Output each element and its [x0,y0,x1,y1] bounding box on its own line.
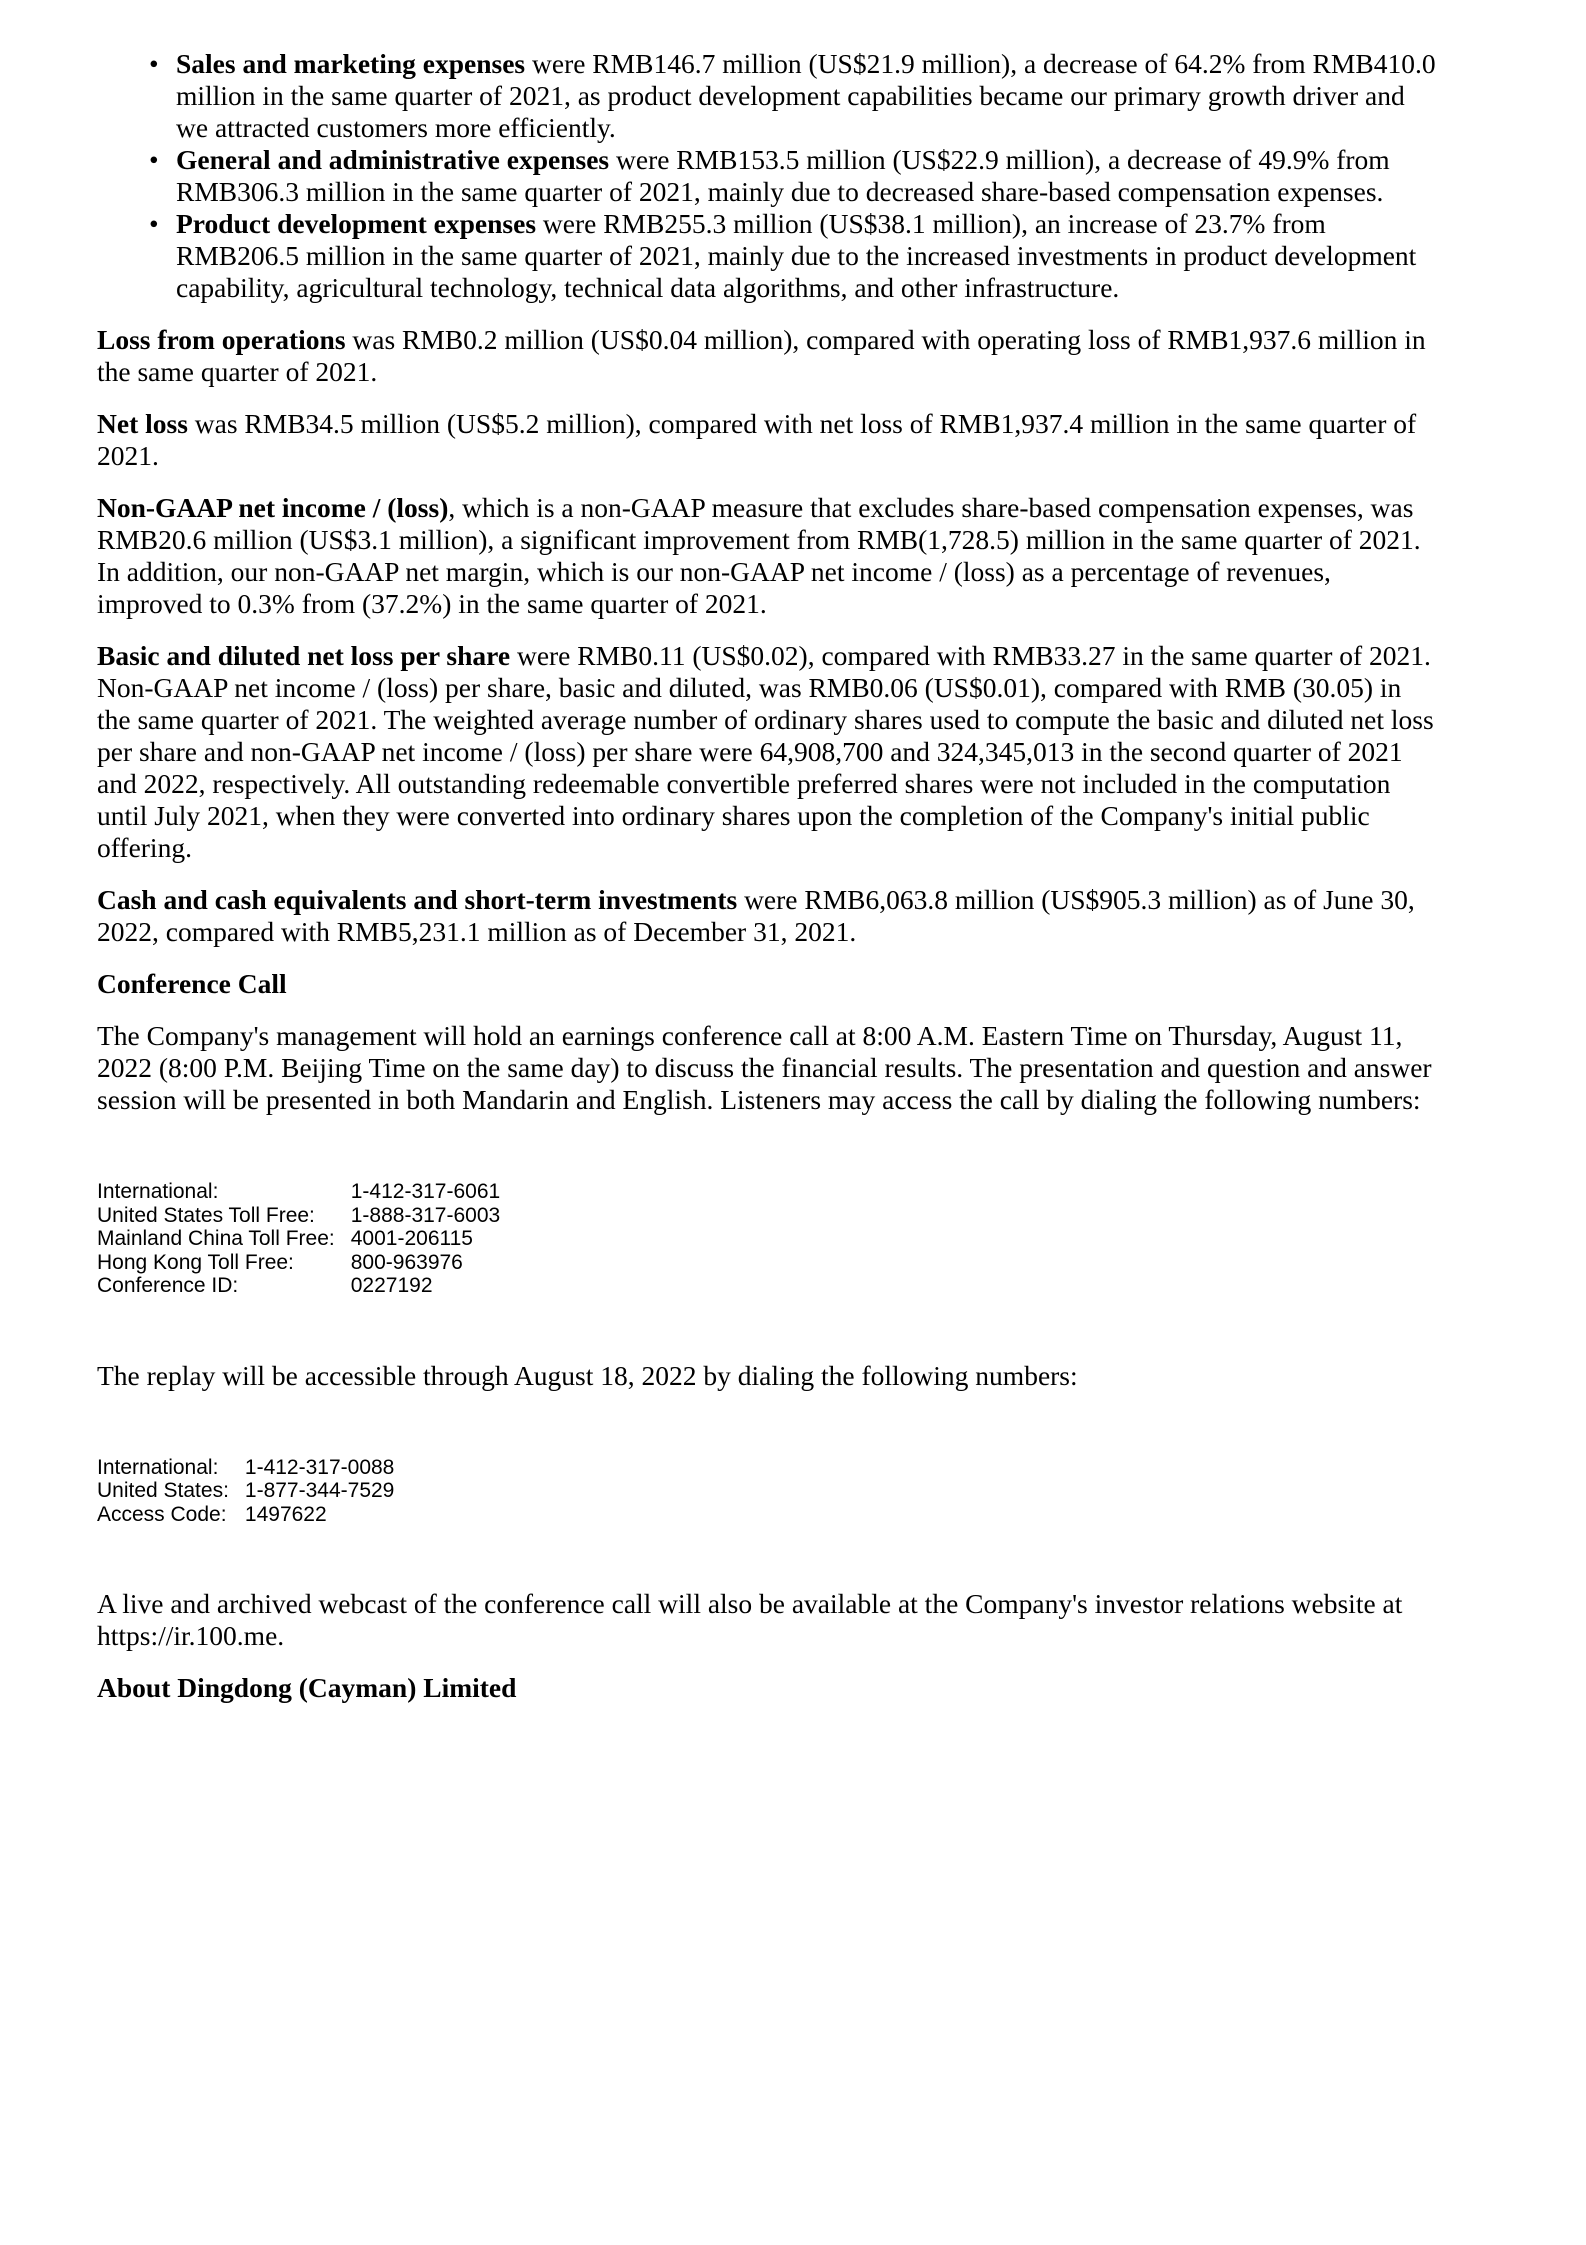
list-item [97,208,1437,304]
table-row [97,1251,500,1275]
table-row [97,1274,500,1298]
paragraph-webcast: A live and archived webcast of the conference call will also be available at the Company's investor relations website at https://ir.100.me. [97,1588,1403,1651]
dial-in-label: Mainland China Toll Free: [97,1227,335,1250]
dial-in-label: Hong Kong Toll Free: [97,1250,294,1274]
paragraph-non-gaap-net-income [97,492,1437,620]
paragraph-lead-label: Basic and diluted net loss per share [97,640,511,671]
paragraph-lead-label: Cash and cash equivalents and short-term investments [97,884,738,915]
paragraph-conference-call-intro: The Company's management will hold an earnings conference call at 8:00 A.M. Eastern Time on Thursday, August 11, 2022 (8:00 P.M. Beijing Time on the same day) to discuss the financial results. The presentation and question and answer session will be presented in both Mandarin and English. Listeners may access the call by dialing the following numbers: [97,1020,1432,1115]
paragraph-net-loss [97,408,1437,472]
replay-dial-in-table [97,1456,394,1527]
bullet-dot-icon: • [149,144,159,175]
paragraph-body-text: was RMB34.5 million (US$5.2 million), compared with net loss of RMB1,937.4 million in the same quarter of 2021. [97,408,1417,471]
bullet-body-text: were RMB146.7 million (US$21.9 million), a decrease of 64.2% from RMB410.0 million in the same quarter of 2021, as product development capabilities became our primary growth driver and we attracted customers more efficiently. [176,48,1436,143]
paragraph-replay-intro: The replay will be accessible through August 18, 2022 by dialing the following numbers: [97,1359,1078,1391]
paragraph-net-loss-per-share [97,640,1437,864]
paragraph-body-text: were RMB0.11 (US$0.02), compared with RMB33.27 in the same quarter of 2021. Non-GAAP net income / (loss) per share, basic and diluted, was RMB0.06 (US$0.01), compared with RMB (30.05) in the same quarter of 2021. The weighted average number of ordinary shares used to compute the basic and diluted net loss per share and non-GAAP net income / (loss) per share were 64,908,700 and 324,345,013 in the second quarter of 2021 and 2022, respectively. All outstanding redeemable convertible preferred shares were not included in the computation until July 2021, when they were converted into ordinary shares upon the completion of the Company's initial public offering. [97,640,1434,863]
table-row [97,1227,500,1251]
spacer [97,1298,1437,1360]
spacer [97,1526,1437,1588]
table-row [97,1456,394,1480]
dial-in-value: 1-888-317-6003 [350,1203,501,1227]
replay-label: United States: [97,1479,229,1502]
replay-label: International: [97,1455,219,1479]
table-row [97,1479,394,1503]
section-heading-about-company: About Dingdong (Cayman) Limited [97,1672,517,1703]
dial-in-value: 0227192 [350,1274,433,1297]
bullet-lead-label: General and administrative expenses [176,144,610,175]
list-item [97,48,1437,144]
paragraph-body-text: , which is a non-GAAP measure that excludes share-based compensation expenses, was RMB20.6 million (US$3.1 million), a significant improvement from RMB(1,728.5) million in the same quarter of 2021. In addition, our non-GAAP net margin, which is our non-GAAP net income / (loss) as a percentage of revenues, improved to 0.3% from (37.2%) in the same quarter of 2021. [97,492,1421,619]
table-row [97,1180,500,1204]
bullet-dot-icon: • [149,48,159,79]
dial-in-value: 4001-206115 [350,1227,473,1250]
replay-value: 1-412-317-0088 [244,1455,395,1479]
paragraph-loss-from-operations [97,324,1437,388]
paragraph-lead-label: Loss from operations [97,324,346,355]
table-row [97,1204,500,1228]
bullet-dot-icon: • [149,208,159,239]
bullet-lead-label: Sales and marketing expenses [176,48,526,79]
table-row [97,1503,394,1527]
bullet-body-text: were RMB153.5 million (US$22.9 million), a decrease of 49.9% from RMB306.3 million in the same quarter of 2021, mainly due to decreased share-based compensation expenses. [176,144,1390,207]
page-content [97,48,1437,1724]
bullet-lead-label: Product development expenses [176,208,537,239]
section-heading-conference-call: Conference Call [97,968,287,999]
replay-value: 1497622 [244,1502,327,1526]
spacer [97,1412,1437,1456]
replay-value: 1-877-344-7529 [244,1479,395,1502]
dial-in-label: International: [97,1180,219,1203]
paragraph-body-text: was RMB0.2 million (US$0.04 million), compared with operating loss of RMB1,937.6 million in the same quarter of 2021. [97,324,1426,387]
dial-in-table [97,1180,500,1298]
paragraph-cash-and-equivalents [97,884,1437,948]
replay-label: Access Code: [97,1502,227,1526]
paragraph-body-text: were RMB6,063.8 million (US$905.3 million) as of June 30, 2022, compared with RMB5,231.1 million as of December 31, 2021. [97,884,1415,947]
bullet-body-text: were RMB255.3 million (US$38.1 million), an increase of 23.7% from RMB206.5 million in the same quarter of 2021, mainly due to the increased investments in product development capability, agricultural technology, technical data algorithms, and other infrastructure. [176,208,1417,303]
dial-in-label: Conference ID: [97,1274,239,1297]
spacer [97,1136,1437,1180]
list-item [97,144,1437,208]
paragraph-lead-label: Net loss [97,408,188,439]
dial-in-value: 1-412-317-6061 [350,1180,501,1203]
dial-in-label: United States Toll Free: [97,1203,315,1227]
expense-bullet-list [97,48,1437,304]
dial-in-value: 800-963976 [350,1250,463,1274]
paragraph-lead-label: Non-GAAP net income / (loss) [97,492,449,523]
